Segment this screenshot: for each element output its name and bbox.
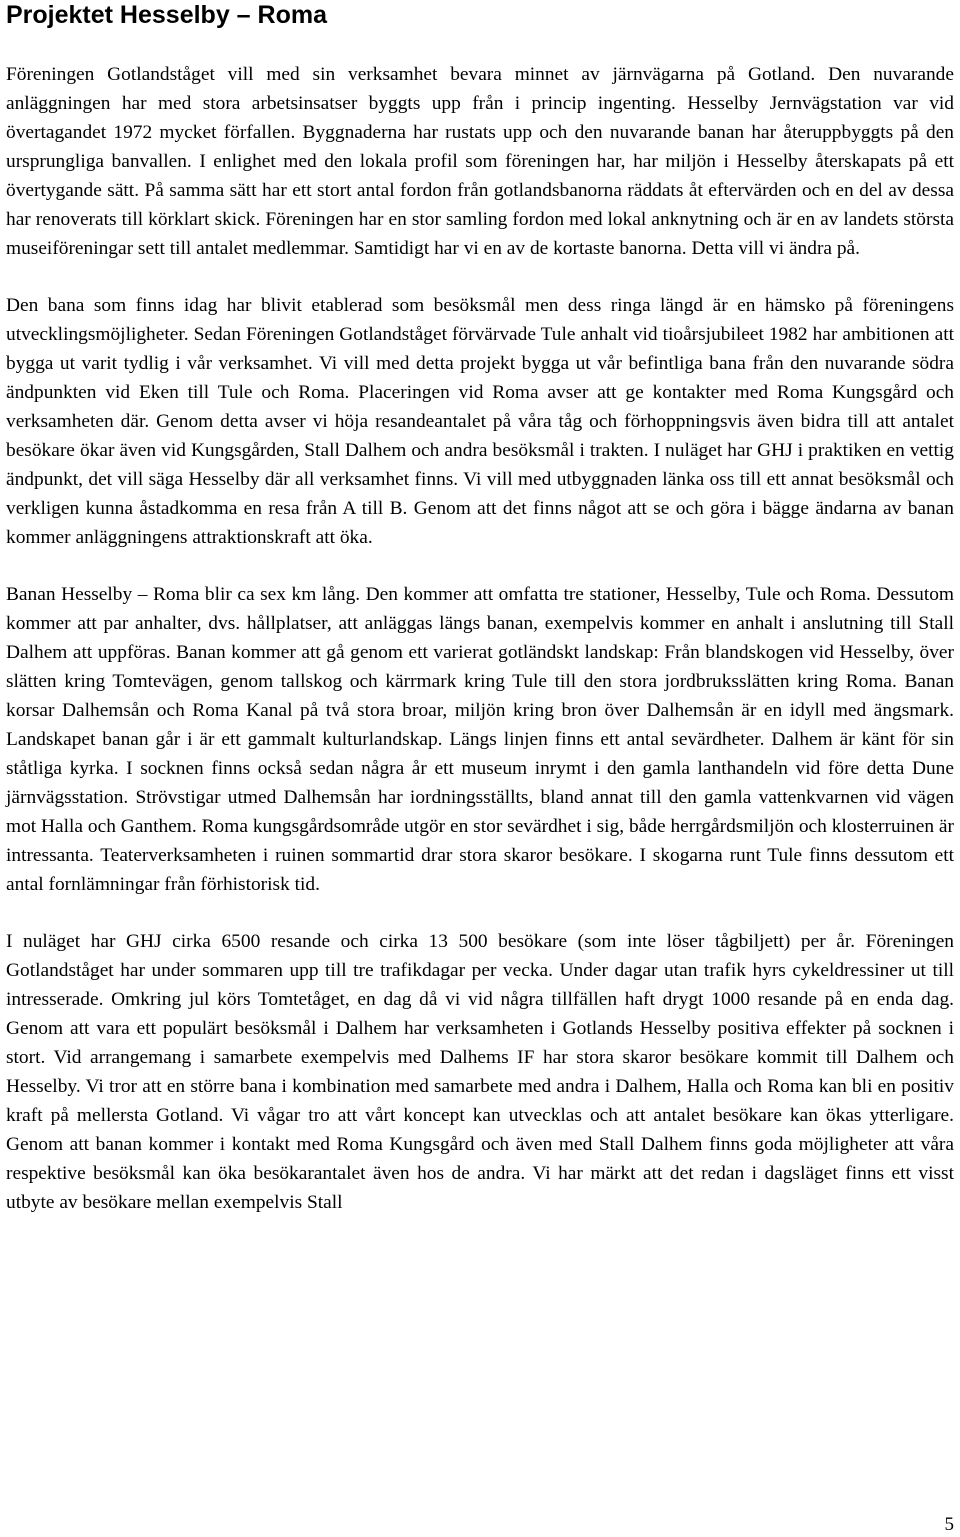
document-page	[6, 0, 954, 1217]
paragraph-route-description: Banan Hesselby – Roma blir ca sex km lång. Den kommer att omfatta tre stationer, Hesselby, Tule och Roma. Dessutom kommer att par anhalter, dvs. hållplatser, att anläggas längs banan, exempelvis kommer en anhalt i anslutning till Stall Dalhem att uppföras. Banan kommer att gå genom ett varierat gotländskt landskap: Från blandskogen vid Hesselby, över slätten kring Tomtevägen, genom tallskog och kärrmark kring Tule till den stora jordbruksslätten kring Roma. Banan korsar Dalhemsån och Roma Kanal på två stora broar, miljön kring bron över Dalhemsån är en idyll med ängsmark. Landskapet banan går i är ett gammalt kulturlandskap. Längs linjen finns ett antal sevärdheter. Dalhem är känt för sin ståtliga kyrka. I socknen finns också sedan några år ett museum inrymt i den gamla lanthandeln vid före detta Dune järnvägsstation. Strövstigar utmed Dalhemsån har iordningsställts, bland annat till den gamla vattenkvarnen vid vägen mot Halla och Ganthem. Roma kungsgårdsområde utgör en stor sevärdhet i sig, både herrgårdsmiljön och klosterruinen är intressanta. Teaterverksamheten i ruinen sommartid drar stora skaror besökare. I skogarna runt Tule finns dessutom ett antal fornlämningar från förhistorisk tid.	[6, 584, 954, 895]
paragraph-visitor-numbers: I nuläget har GHJ cirka 6500 resande och cirka 13 500 besökare (som inte löser tågbiljett) per år. Föreningen Gotlandståget har under sommaren upp till tre trafikdagar per vecka. Under dagar utan trafik hyrs cykeldressiner ut till intresserade. Omkring jul körs Tomtetåget, en dag då vi vid några tillfällen haft drygt 1000 resande på en enda dag. Genom att vara ett populärt besöksmål i Dalhem har verksamheten i Gotlands Hesselby positiva effekter på socknen i stort. Vid arrangemang i samarbete exempelvis med Dalhems IF har stora skaror besökare kommit till Dalhem och Hesselby. Vi tror att en större bana i kombination med samarbete med andra i Dalhem, Halla och Roma kan bli en positiv kraft på mellersta Gotland. Vi vågar tro att vårt koncept kan utvecklas och att antalet besökare kan ökas ytterligare. Genom att banan kommer i kontakt med Roma Kungsgård och även med Stall Dalhem finns goda möjligheter att våra respektive besöksmål kan öka besökarantalet även hos de andra. Vi har märkt att det redan i dagsläget finns ett visst utbyte av besökare mellan exempelvis Stall	[6, 931, 954, 1213]
paragraph-current-line: Den bana som finns idag har blivit etablerad som besöksmål men dess ringa längd är en hämsko på föreningens utvecklingsmöjligheter. Sedan Föreningen Gotlandståget förvärvade Tule anhalt vid tioårsjubileet 1982 har ambitionen att bygga ut varit tydlig i vår verksamhet. Vi vill med detta projekt bygga ut vår befintliga bana från den nuvarande södra ändpunkten vid Eken till Tule och Roma. Placeringen vid Roma avser att ge kontakter med Roma Kungsgård och verksamheten där. Genom detta avser vi höja resandeantalet på våra tåg och förhoppningsvis även bidra till att antalet besökare ökar även vid Kungsgården, Stall Dalhem och andra besöksmål i trakten. I nuläget har GHJ i praktiken en vettig ändpunkt, det vill säga Hesselby där all verksamhet finns. Vi vill med utbyggnaden länka oss till ett annat besöksmål och verkligen kunna åstadkomma en resa från A till B. Genom att det finns något att se och göra i bägge ändarna av banan kommer anläggningens attraktionskraft att öka.	[6, 295, 954, 548]
paragraph-intro: Föreningen Gotlandståget vill med sin verksamhet bevara minnet av järnvägarna på Gotland. Den nuvarande anläggningen har med stora arbetsinsatser byggts upp från i princip ingenting. Hesselby Jernvägstation var vid övertagandet 1972 mycket förfallen. Byggnaderna har rustats upp och den nuvarande banan har återuppbyggts på den ursprungliga banvallen. I enlighet med den lokala profil som föreningen har, har miljön i Hesselby återskapats på ett övertygande sätt. På samma sätt har ett stort antal fordon från gotlandsbanorna räddats åt eftervärden och en del av dessa har renoverats till körklart skick. Föreningen har en stor samling fordon med lokal anknytning och är en av landets största museiföreningar sett till antalet medlemmar. Samtidigt har vi en av de kortaste banorna. Detta vill vi ändra på.	[6, 64, 954, 259]
page-title: Projektet Hesselby – Roma	[6, 1, 327, 29]
page-number: 5	[944, 1514, 954, 1535]
